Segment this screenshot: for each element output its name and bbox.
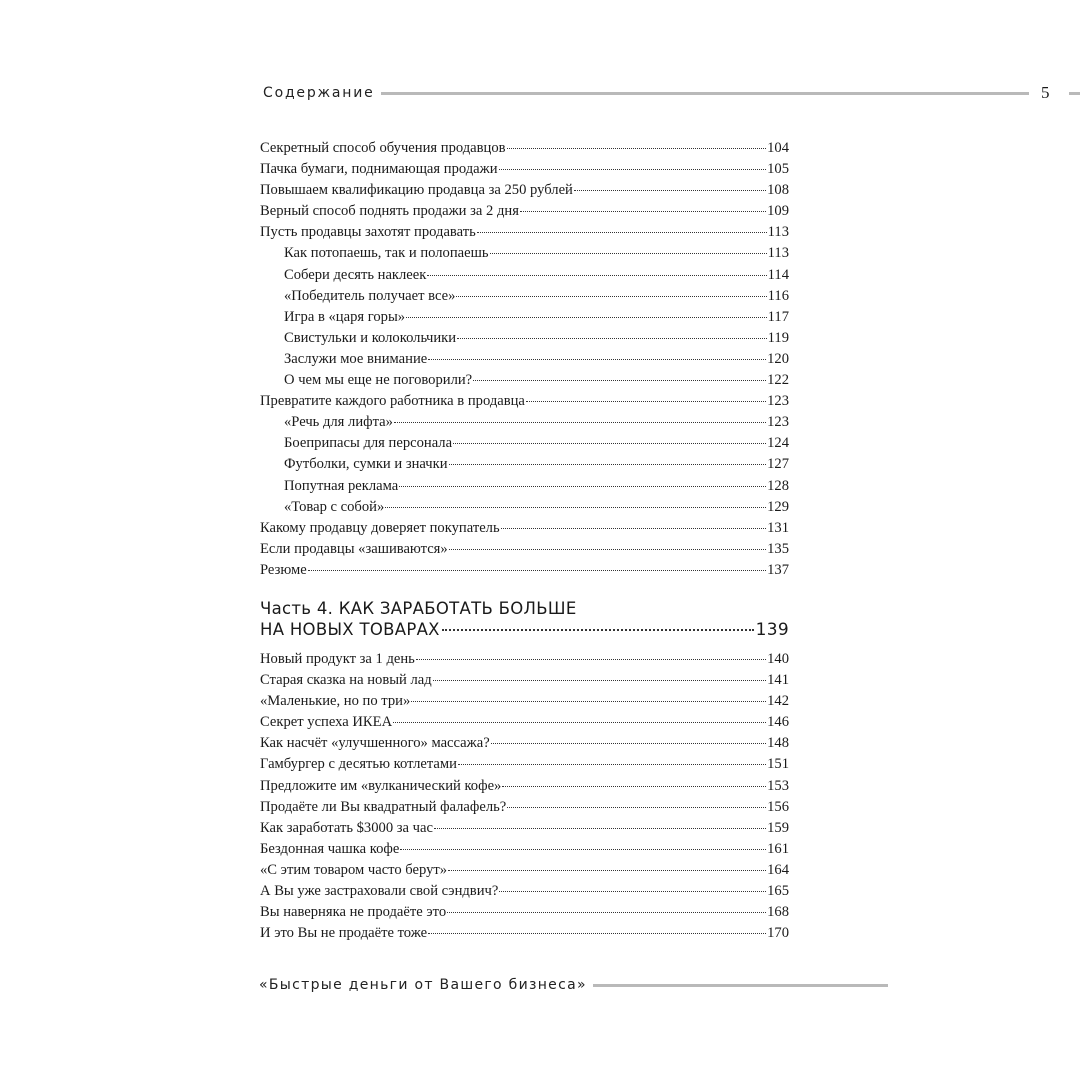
toc-entry-title: Бездонная чашка кофе [260, 840, 400, 857]
toc-entry-title: Гамбургер с десятью котлетами [260, 756, 457, 773]
dot-leader [448, 870, 766, 871]
header-rule-right [1069, 92, 1080, 95]
dot-leader [491, 743, 766, 744]
dot-leader [526, 401, 766, 402]
toc-entry-title: Попутная реклама [284, 477, 399, 494]
toc-entry-page: 129 [767, 498, 789, 515]
toc-entry [260, 159, 789, 180]
toc-entry [260, 923, 789, 944]
toc-entry [260, 222, 789, 243]
toc-entry-page: 123 [767, 414, 789, 431]
toc-entry [260, 902, 789, 923]
toc-entry-page: 140 [767, 650, 789, 667]
table-of-contents [260, 138, 789, 944]
toc-entry [260, 560, 789, 581]
toc-entry-title: Свистульки и колокольчики [284, 329, 457, 346]
toc-entry-page: 142 [767, 693, 789, 710]
dot-leader [442, 629, 754, 631]
dot-leader [406, 317, 767, 318]
toc-entry-page: 151 [767, 756, 789, 773]
toc-entry-title: Как насчёт «улучшенного» массажа? [260, 735, 490, 752]
toc-entry-page: 131 [767, 519, 789, 536]
toc-entry-title: А Вы уже застраховали свой сэндвич? [260, 883, 499, 899]
dot-leader [308, 570, 766, 571]
toc-entry-page: 159 [767, 819, 789, 836]
dot-leader [490, 253, 767, 254]
toc-entry-page: 113 [767, 224, 789, 241]
dot-leader [574, 190, 766, 191]
part-heading: Часть 4. КАК ЗАРАБОТАТЬ БОЛЬШЕ [260, 598, 577, 618]
toc-entry-page: 148 [767, 735, 789, 752]
toc-entry [260, 370, 789, 391]
toc-entry [260, 138, 789, 159]
toc-entry-page: 117 [767, 308, 789, 325]
toc-entry-page: 164 [767, 861, 789, 878]
header-title: Содержание [263, 85, 375, 101]
dot-leader [427, 275, 766, 276]
toc-entry [260, 518, 789, 539]
toc-entry [260, 433, 789, 454]
toc-entry-page: 105 [767, 161, 789, 178]
toc-entry [260, 454, 789, 475]
book-title: «Быстрые деньги от Вашего бизнеса» [259, 977, 587, 993]
footer-rule [593, 984, 888, 987]
toc-entry-page: 104 [767, 140, 789, 156]
toc-entry [260, 670, 789, 691]
toc-entry-title: Пачка бумаги, поднимающая продажи [260, 161, 498, 178]
toc-section-part4 [260, 649, 789, 944]
toc-entry-page: 135 [767, 540, 789, 557]
toc-entry-title: О чем мы еще не поговорили? [284, 372, 473, 389]
toc-entry-title: Старая сказка на новый лад [260, 672, 432, 689]
toc-entry [260, 497, 789, 518]
header-rule [381, 92, 1029, 95]
toc-entry [260, 539, 789, 560]
dot-leader [499, 169, 767, 170]
toc-entry-page: 156 [767, 798, 789, 815]
toc-entry-page: 170 [767, 925, 789, 942]
part-heading-continued [260, 619, 789, 641]
dot-leader [507, 148, 767, 149]
toc-entry-page: 161 [767, 840, 789, 857]
toc-entry-page: 108 [767, 182, 789, 199]
toc-entry-title: Продаёте ли Вы квадратный фалафель? [260, 798, 507, 815]
toc-entry-title: Резюме [260, 561, 307, 578]
dot-leader [507, 807, 766, 808]
dot-leader [473, 380, 766, 381]
toc-entry-page: 137 [767, 561, 789, 578]
toc-entry-title: Секрет успеха ИКЕА [260, 714, 393, 731]
toc-entry [260, 243, 789, 264]
dot-leader [394, 422, 766, 423]
dot-leader [416, 659, 766, 660]
toc-entry-page: 120 [767, 350, 789, 367]
dot-leader [434, 828, 766, 829]
toc-entry-title: Если продавцы «зашиваются» [260, 540, 448, 557]
toc-entry-title: Заслужи мое внимание [284, 350, 428, 367]
toc-entry-title: «Маленькие, но по три» [260, 693, 411, 710]
dot-leader [477, 232, 767, 233]
dot-leader [502, 786, 766, 787]
toc-entry [260, 265, 789, 286]
toc-entry-title: И это Вы не продаёте тоже [260, 925, 428, 942]
toc-entry [260, 649, 789, 670]
page-number: 5 [1041, 83, 1050, 102]
dot-leader [501, 528, 767, 529]
dot-leader [449, 464, 767, 465]
toc-entry [260, 860, 789, 881]
toc-entry-page: 122 [767, 372, 789, 389]
toc-entry-page: 146 [767, 714, 789, 731]
running-footer [259, 974, 888, 996]
dot-leader [428, 359, 766, 360]
toc-entry-title: Боеприпасы для персонала [284, 435, 453, 452]
dot-leader [433, 680, 766, 681]
dot-leader [393, 722, 766, 723]
toc-entry-title: «С этим товаром часто берут» [260, 861, 448, 878]
toc-entry-title: Как заработать $3000 за час [260, 819, 433, 836]
dot-leader [400, 849, 766, 850]
toc-entry-title: Превратите каждого работника в продавца [260, 393, 525, 410]
toc-entry [260, 201, 789, 222]
toc-entry-title: Как потопаешь, так и полопаешь [284, 245, 489, 262]
toc-entry [260, 776, 789, 797]
toc-entry-title: Повышаем квалификацию продавца за 250 рублей [260, 182, 573, 199]
toc-entry [260, 691, 789, 712]
dot-leader [385, 507, 766, 508]
dot-leader [399, 486, 766, 487]
toc-entry-page: 113 [767, 245, 789, 262]
part-page-number: 139 [755, 619, 789, 640]
toc-entry [260, 307, 789, 328]
dot-leader [456, 296, 766, 297]
toc-entry [260, 881, 789, 902]
toc-entry [260, 328, 789, 349]
toc-entry [260, 412, 789, 433]
toc-entry [260, 349, 789, 370]
toc-entry-page: 116 [767, 287, 789, 304]
toc-entry-title: Новый продукт за 1 день [260, 650, 415, 667]
toc-entry [260, 180, 789, 201]
toc-entry-page: 109 [767, 203, 789, 220]
toc-entry-title: Пусть продавцы захотят продавать [260, 224, 476, 241]
dot-leader [449, 549, 766, 550]
toc-entry [260, 476, 789, 497]
dot-leader [411, 701, 766, 702]
toc-entry-title: Футболки, сумки и значки [284, 456, 448, 473]
dot-leader [447, 912, 766, 913]
toc-entry-page: 119 [767, 329, 789, 346]
toc-entry [260, 286, 789, 307]
toc-entry-title: «Речь для лифта» [284, 414, 393, 431]
toc-entry-page: 165 [767, 883, 789, 899]
toc-entry [260, 733, 789, 754]
toc-entry [260, 839, 789, 860]
toc-entry-title: Секретный способ обучения продавцов [260, 140, 506, 156]
toc-entry-page: 128 [767, 477, 789, 494]
toc-entry-page: 124 [767, 435, 789, 452]
toc-entry-page: 123 [767, 393, 789, 410]
toc-entry-title: Какому продавцу доверяет покупатель [260, 519, 500, 536]
toc-entry-title: «Товар с собой» [284, 498, 385, 515]
toc-section-part3 [260, 138, 789, 581]
dot-leader [457, 338, 767, 339]
running-header [263, 82, 1050, 104]
toc-entry [260, 712, 789, 733]
toc-entry-title: Игра в «царя горы» [284, 308, 406, 325]
toc-entry-title: Вы наверняка не продаёте это [260, 904, 447, 921]
toc-entry [260, 754, 789, 775]
toc-entry-page: 168 [767, 904, 789, 921]
toc-entry-title: Собери десять наклеек [284, 266, 427, 283]
dot-leader [428, 933, 766, 934]
toc-entry-page: 153 [767, 777, 789, 794]
toc-entry [260, 797, 789, 818]
toc-entry-page: 127 [767, 456, 789, 473]
toc-entry [260, 391, 789, 412]
toc-entry-title: Верный способ поднять продажи за 2 дня [260, 203, 519, 220]
dot-leader [520, 211, 766, 212]
dot-leader [499, 891, 766, 892]
toc-entry-title: «Победитель получает все» [284, 287, 456, 304]
toc-entry-title: Предложите им «вулканический кофе» [260, 777, 502, 794]
toc-entry [260, 818, 789, 839]
dot-leader [453, 443, 766, 444]
toc-entry-page: 114 [767, 266, 789, 283]
part-heading-line2: НА НОВЫХ ТОВАРАХ [260, 619, 440, 639]
dot-leader [458, 764, 766, 765]
toc-entry-page: 141 [767, 672, 789, 689]
